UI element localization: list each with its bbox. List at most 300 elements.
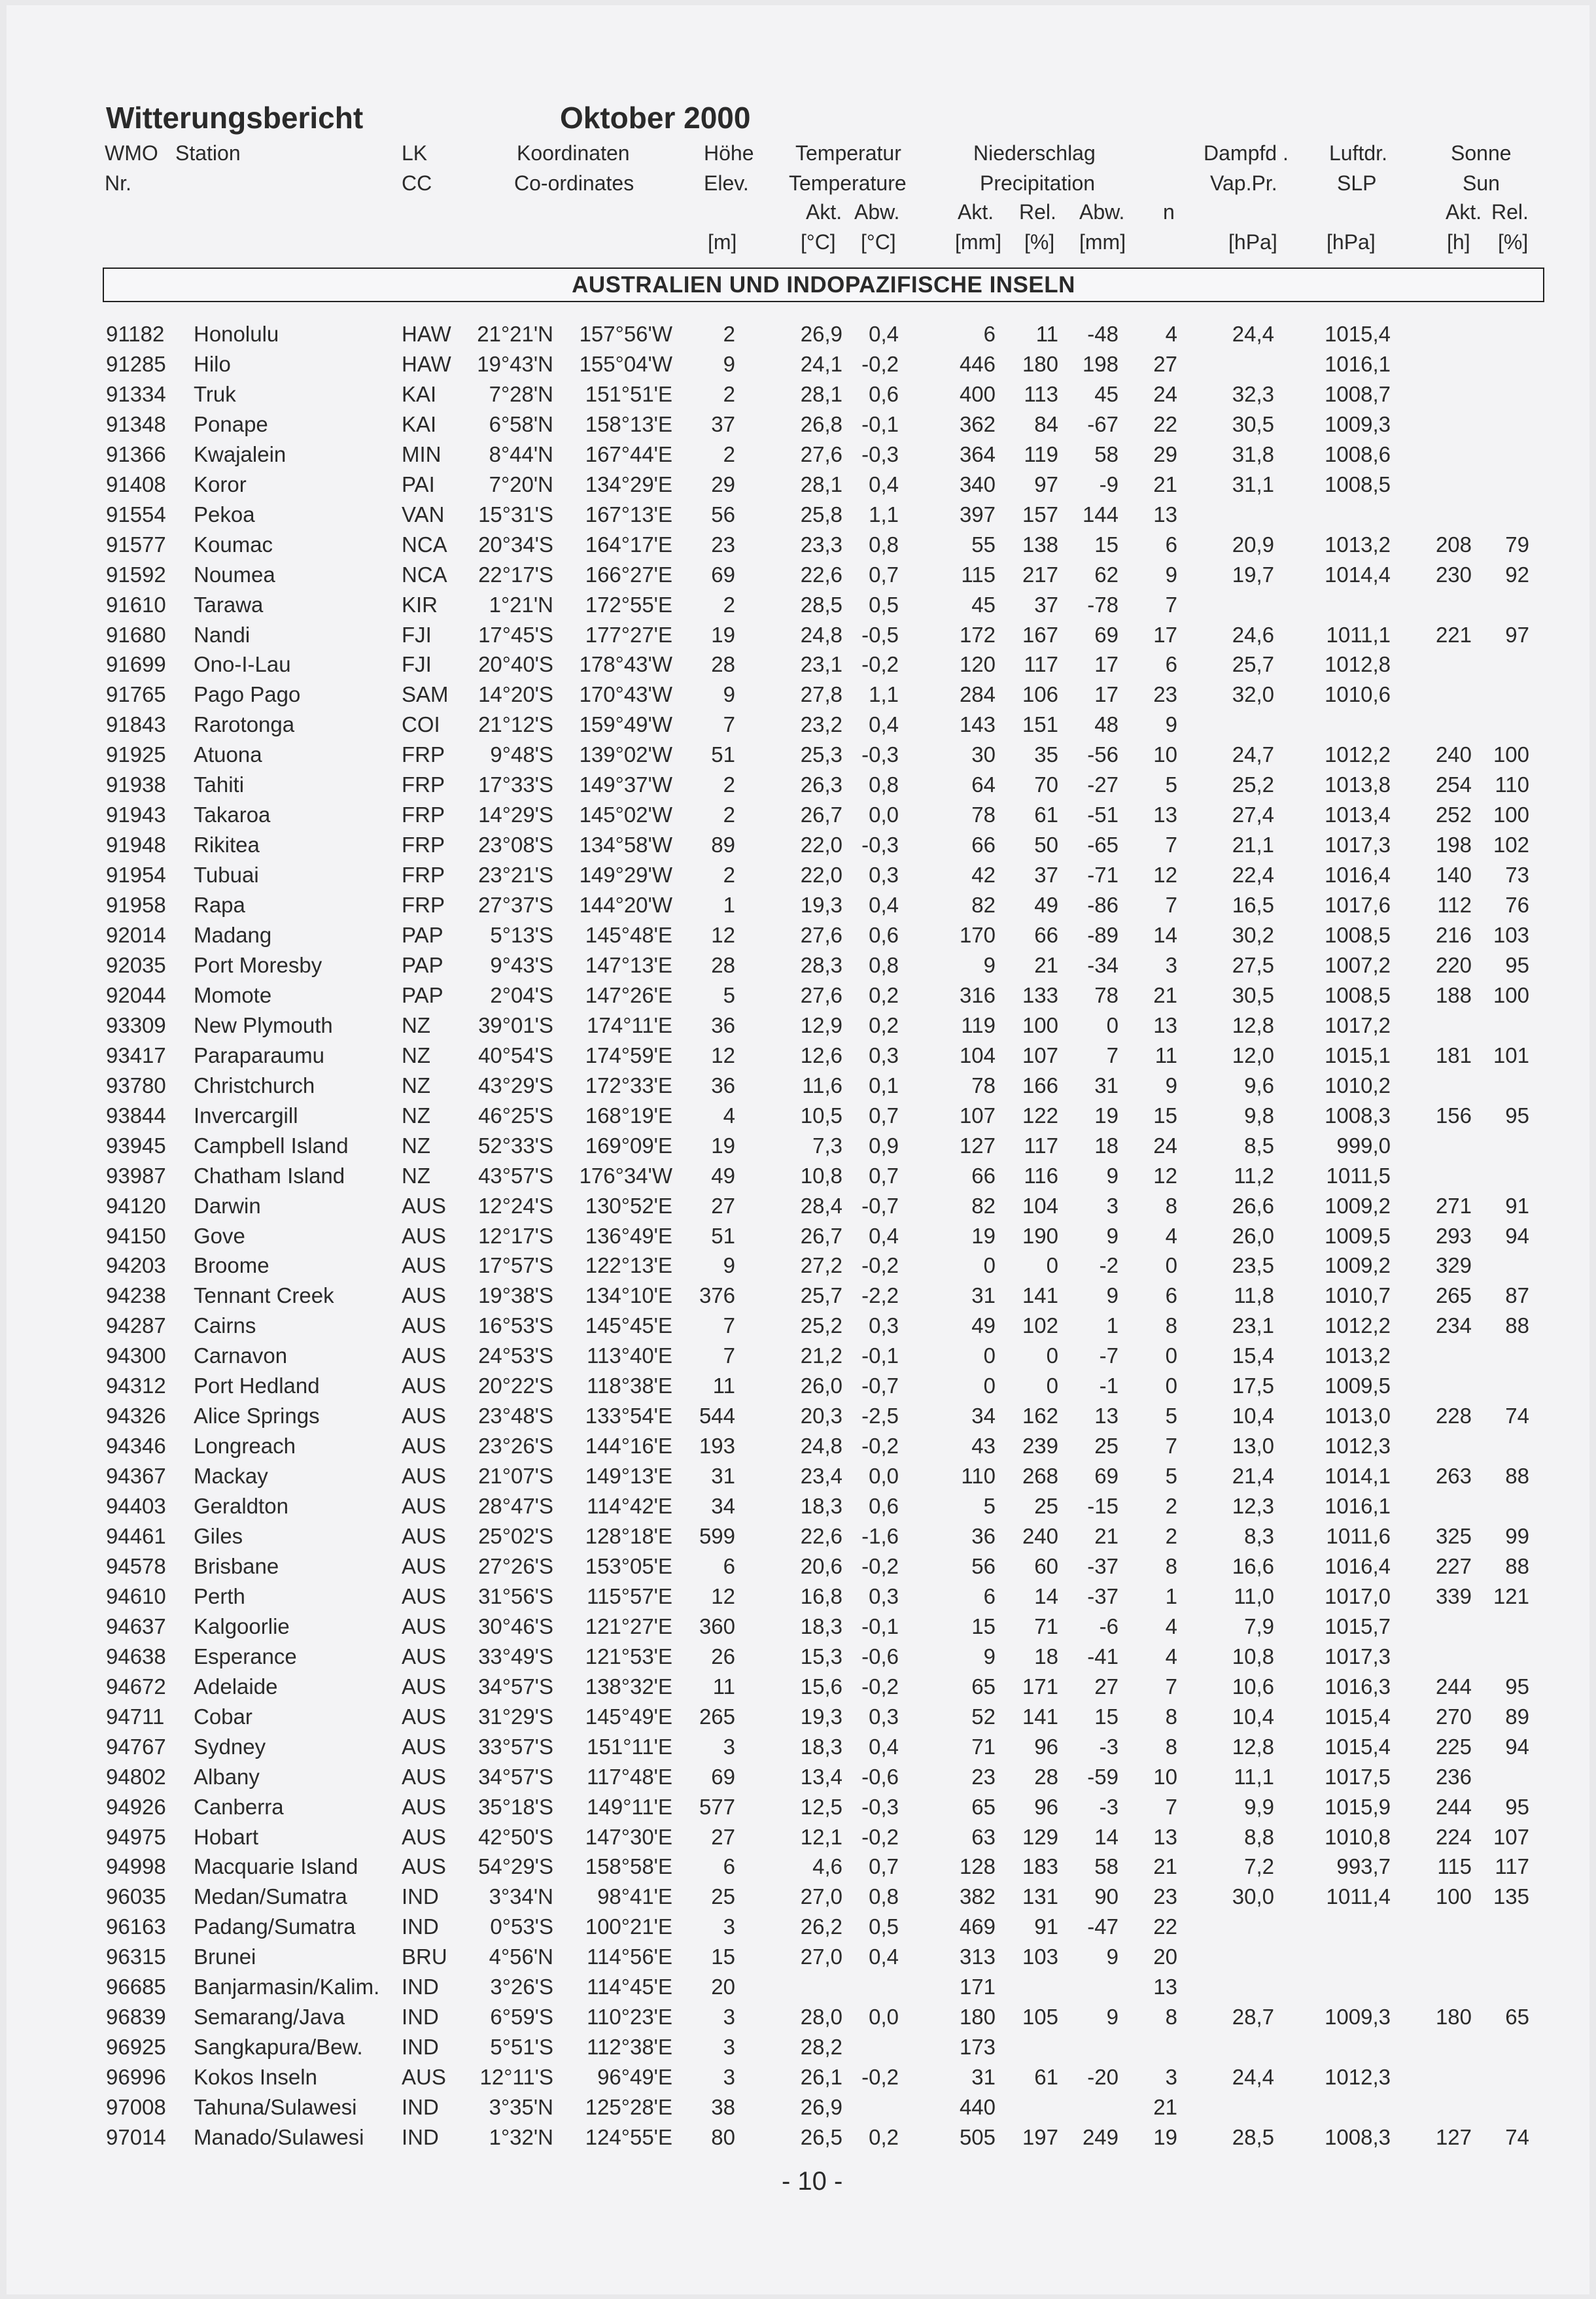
cell-precip-days: 3 <box>1165 2065 1177 2090</box>
cell-longitude: 149°13'E <box>585 1464 672 1489</box>
cell-precip-days: 19 <box>1153 2125 1177 2149</box>
unit-sun-akt: [h] <box>1447 230 1470 254</box>
cell-latitude: 54°29'S <box>478 1854 553 1879</box>
cell-sea-level-pressure: 1015,7 <box>1325 1614 1391 1638</box>
cell-vapour-pressure: 21,4 <box>1232 1464 1274 1489</box>
cell-precip-deviation: 69 <box>1094 1464 1119 1489</box>
cell-longitude: 167°44'E <box>585 441 672 466</box>
cell-latitude: 43°29'S <box>478 1073 553 1098</box>
cell-temp-actual: 25,2 <box>800 1313 842 1338</box>
cell-sun-hours: 234 <box>1435 1313 1472 1338</box>
cell-precip-deviation: -59 <box>1087 1764 1119 1789</box>
table-row <box>0 1011 1596 1041</box>
cell-station-name: Koror <box>194 472 247 496</box>
cell-temp-deviation: 0,2 <box>869 1012 899 1037</box>
cell-precip-days: 23 <box>1153 682 1177 707</box>
cell-country-code: HAW <box>402 351 451 376</box>
cell-precip-days: 4 <box>1165 322 1177 346</box>
cell-wmo-number: 94300 <box>106 1343 166 1368</box>
cell-precip-deviation: 58 <box>1094 1854 1119 1879</box>
table-row <box>0 1041 1596 1071</box>
cell-precip-deviation: 3 <box>1106 1193 1119 1218</box>
cell-elevation: 26 <box>711 1644 735 1668</box>
cell-precip-actual: 0 <box>983 1343 996 1368</box>
cell-precip-relative: 122 <box>1022 1103 1058 1128</box>
cell-precip-days: 7 <box>1165 592 1177 617</box>
cell-precip-actual: 0 <box>983 1253 996 1278</box>
cell-longitude: 100°21'E <box>585 1914 672 1939</box>
unit-elevation: [m] <box>708 230 737 254</box>
cell-precip-deviation: 144 <box>1082 502 1119 527</box>
cell-country-code: AUS <box>402 1223 446 1248</box>
cell-precip-deviation: 17 <box>1094 682 1119 707</box>
cell-precip-deviation: -6 <box>1099 1614 1119 1638</box>
cell-latitude: 31°29'S <box>478 1704 553 1729</box>
cell-elevation: 23 <box>711 532 735 557</box>
cell-temp-deviation: 0,8 <box>869 532 899 557</box>
table-row <box>0 1612 1596 1642</box>
header-temperature: Temperature <box>789 171 907 195</box>
cell-precip-actual: 397 <box>959 502 996 527</box>
cell-elevation: 5 <box>723 982 735 1007</box>
cell-precip-deviation: -89 <box>1087 923 1119 947</box>
cell-precip-deviation: 58 <box>1094 441 1119 466</box>
cell-temp-actual: 15,6 <box>800 1674 842 1699</box>
cell-latitude: 1°21'N <box>489 592 553 617</box>
cell-elevation: 2 <box>723 592 735 617</box>
cell-station-name: Ono-I-Lau <box>194 652 291 677</box>
cell-precip-relative: 197 <box>1022 2125 1058 2149</box>
cell-longitude: 113°40'E <box>587 1343 672 1368</box>
cell-station-name: Port Hedland <box>194 1374 320 1398</box>
cell-precip-relative: 105 <box>1022 2005 1058 2030</box>
cell-temp-actual: 26,2 <box>800 1914 842 1939</box>
cell-station-name: Rikitea <box>194 833 260 857</box>
table-row <box>0 379 1596 409</box>
cell-elevation: 7 <box>723 1313 735 1338</box>
cell-wmo-number: 91954 <box>106 863 166 888</box>
cell-station-name: Tubuai <box>194 863 259 888</box>
cell-elevation: 56 <box>711 502 735 527</box>
table-row <box>0 1642 1596 1672</box>
cell-temp-actual: 28,5 <box>800 592 842 617</box>
cell-temp-actual: 28,3 <box>800 952 842 977</box>
cell-precip-actual: 56 <box>971 1553 996 1578</box>
cell-latitude: 39°01'S <box>478 1012 553 1037</box>
cell-vapour-pressure: 30,5 <box>1232 982 1274 1007</box>
cell-sea-level-pressure: 1013,8 <box>1325 772 1391 797</box>
cell-elevation: 15 <box>711 1945 735 1969</box>
cell-temp-deviation: 0,3 <box>869 1313 899 1338</box>
table-row <box>0 1822 1596 1852</box>
cell-wmo-number: 97014 <box>106 2125 166 2149</box>
table-row <box>0 920 1596 950</box>
unit-prec-rel: [%] <box>1024 230 1055 254</box>
table-row <box>0 1191 1596 1221</box>
cell-latitude: 7°28'N <box>489 381 553 406</box>
cell-precip-deviation: 15 <box>1094 1704 1119 1729</box>
cell-precip-relative: 97 <box>1034 472 1058 496</box>
cell-elevation: 11 <box>712 1674 735 1699</box>
cell-longitude: 159°49'W <box>579 712 672 737</box>
cell-country-code: MIN <box>402 441 442 466</box>
cell-longitude: 147°13'E <box>585 952 672 977</box>
cell-latitude: 6°59'S <box>490 2005 553 2030</box>
cell-vapour-pressure: 24,4 <box>1232 2065 1274 2090</box>
cell-vapour-pressure: 30,5 <box>1232 411 1274 436</box>
cell-precip-relative: 131 <box>1022 1884 1058 1909</box>
cell-temp-deviation: -0,7 <box>861 1374 899 1398</box>
cell-precip-actual: 107 <box>959 1103 996 1128</box>
cell-precip-relative: 107 <box>1022 1043 1058 1067</box>
cell-latitude: 8°44'N <box>489 441 553 466</box>
cell-latitude: 17°33'S <box>478 772 553 797</box>
header-sonne: Sonne <box>1451 141 1512 165</box>
cell-latitude: 14°29'S <box>478 803 553 827</box>
cell-precip-relative: 35 <box>1034 742 1058 767</box>
cell-temp-deviation: 0,3 <box>869 863 899 888</box>
cell-precip-actual: 71 <box>971 1734 996 1759</box>
cell-precip-actual: 505 <box>959 2125 996 2149</box>
cell-longitude: 117°48'E <box>587 1764 672 1789</box>
cell-country-code: FRP <box>402 803 445 827</box>
cell-longitude: 168°19'E <box>585 1103 672 1128</box>
cell-longitude: 177°27'E <box>585 622 672 647</box>
cell-temp-deviation: 0,7 <box>869 1103 899 1128</box>
cell-latitude: 20°34'S <box>478 532 553 557</box>
cell-station-name: Kokos Inseln <box>194 2065 317 2090</box>
cell-temp-deviation: 0,3 <box>869 1704 899 1729</box>
cell-station-name: Ponape <box>194 411 268 436</box>
cell-longitude: 133°54'E <box>585 1404 672 1428</box>
cell-elevation: 12 <box>711 1043 735 1067</box>
cell-sea-level-pressure: 1008,7 <box>1325 381 1391 406</box>
cell-station-name: Brisbane <box>194 1553 279 1578</box>
cell-wmo-number: 94610 <box>106 1583 166 1608</box>
cell-precip-actual: 82 <box>971 1193 996 1218</box>
cell-country-code: HAW <box>402 322 451 346</box>
cell-wmo-number: 91408 <box>106 472 166 496</box>
cell-sea-level-pressure: 1015,1 <box>1325 1043 1391 1067</box>
cell-latitude: 3°26'S <box>490 1975 553 1999</box>
header-sun-rel: Rel. <box>1491 200 1529 224</box>
cell-precip-deviation: 15 <box>1094 532 1119 557</box>
table-row <box>0 409 1596 440</box>
cell-precip-relative: 103 <box>1022 1945 1058 1969</box>
cell-sun-hours: 240 <box>1435 742 1472 767</box>
cell-vapour-pressure: 25,2 <box>1232 772 1274 797</box>
table-row <box>0 1401 1596 1431</box>
cell-country-code: AUS <box>402 1313 446 1338</box>
cell-precip-relative: 0 <box>1046 1253 1058 1278</box>
cell-sun-relative: 88 <box>1505 1464 1529 1489</box>
cell-wmo-number: 94975 <box>106 1824 166 1849</box>
unit-prec-abw: [mm] <box>1079 230 1126 254</box>
cell-precip-deviation: 21 <box>1094 1524 1119 1548</box>
cell-wmo-number: 93844 <box>106 1103 166 1128</box>
cell-longitude: 112°38'E <box>587 2035 672 2060</box>
cell-sun-hours: 265 <box>1435 1283 1472 1308</box>
cell-country-code: FRP <box>402 833 445 857</box>
cell-precip-deviation: 62 <box>1094 562 1119 587</box>
cell-precip-days: 22 <box>1153 411 1177 436</box>
cell-precip-actual: 170 <box>959 923 996 947</box>
cell-elevation: 28 <box>711 952 735 977</box>
cell-longitude: 144°20'W <box>579 893 672 918</box>
cell-station-name: Rarotonga <box>194 712 295 737</box>
table-row <box>0 530 1596 560</box>
cell-country-code: AUS <box>402 1794 446 1819</box>
cell-latitude: 20°22'S <box>478 1374 553 1398</box>
cell-vapour-pressure: 32,0 <box>1232 682 1274 707</box>
cell-elevation: 2 <box>723 863 735 888</box>
cell-elevation: 7 <box>723 1343 735 1368</box>
cell-temp-deviation: 0,8 <box>869 772 899 797</box>
cell-wmo-number: 96163 <box>106 1914 166 1939</box>
cell-station-name: Tarawa <box>194 592 264 617</box>
cell-station-name: Pago Pago <box>194 682 301 707</box>
cell-station-name: Medan/Sumatra <box>194 1884 347 1909</box>
cell-temp-actual: 22,6 <box>800 562 842 587</box>
cell-temp-deviation: -0,1 <box>861 1343 899 1368</box>
cell-precip-actual: 65 <box>971 1794 996 1819</box>
cell-precip-relative: 11 <box>1035 322 1058 346</box>
cell-station-name: Port Moresby <box>194 952 322 977</box>
header-dampfdruck: Dampfd . <box>1204 141 1289 165</box>
cell-wmo-number: 92014 <box>106 923 166 947</box>
cell-wmo-number: 91577 <box>106 532 166 557</box>
table-row <box>0 740 1596 770</box>
cell-precip-actual: 469 <box>959 1914 996 1939</box>
cell-longitude: 121°53'E <box>585 1644 672 1668</box>
cell-precip-relative: 268 <box>1022 1464 1058 1489</box>
cell-elevation: 51 <box>711 1223 735 1248</box>
cell-sun-hours: 225 <box>1435 1734 1472 1759</box>
unit-temp-abw: [°C] <box>861 230 896 254</box>
cell-temp-deviation: -2,2 <box>861 1283 899 1308</box>
cell-temp-actual: 10,5 <box>800 1103 842 1128</box>
cell-precip-days: 13 <box>1153 502 1177 527</box>
cell-temp-actual: 27,6 <box>800 982 842 1007</box>
cell-temp-actual: 27,6 <box>800 441 842 466</box>
header-lk: LK <box>402 141 428 165</box>
cell-precip-deviation: 69 <box>1094 622 1119 647</box>
cell-country-code: NZ <box>402 1163 430 1188</box>
table-row <box>0 1491 1596 1521</box>
cell-country-code: NZ <box>402 1043 430 1067</box>
cell-precip-days: 21 <box>1153 1854 1177 1879</box>
cell-longitude: 124°55'E <box>585 2125 672 2149</box>
cell-sea-level-pressure: 1009,5 <box>1325 1374 1391 1398</box>
cell-latitude: 19°38'S <box>478 1283 553 1308</box>
cell-sea-level-pressure: 1012,3 <box>1325 2065 1391 2090</box>
cell-elevation: 9 <box>723 351 735 376</box>
cell-temp-deviation: 0,6 <box>869 923 899 947</box>
header-nr: Nr. <box>105 171 131 195</box>
cell-sea-level-pressure: 1011,4 <box>1326 1884 1391 1909</box>
cell-precip-actual: 45 <box>971 592 996 617</box>
cell-elevation: 89 <box>711 833 735 857</box>
cell-country-code: IND <box>402 2005 439 2030</box>
cell-longitude: 149°11'E <box>587 1794 672 1819</box>
cell-precip-deviation: 25 <box>1094 1434 1119 1459</box>
cell-wmo-number: 93945 <box>106 1133 166 1158</box>
table-row <box>0 1852 1596 1882</box>
cell-elevation: 29 <box>711 472 735 496</box>
cell-precip-relative: 117 <box>1024 652 1058 677</box>
cell-sun-relative: 76 <box>1505 893 1529 918</box>
cell-sea-level-pressure: 1008,5 <box>1325 982 1391 1007</box>
cell-wmo-number: 91958 <box>106 893 166 918</box>
cell-sun-hours: 230 <box>1435 562 1472 587</box>
cell-precip-actual: 127 <box>959 1133 996 1158</box>
cell-country-code: FRP <box>402 742 445 767</box>
cell-precip-deviation: -7 <box>1099 1343 1119 1368</box>
cell-precip-actual: 55 <box>971 532 996 557</box>
cell-temp-deviation: 0,0 <box>869 2005 899 2030</box>
cell-longitude: 118°38'E <box>587 1374 672 1398</box>
cell-precip-actual: 313 <box>959 1945 996 1969</box>
cell-temp-actual: 25,8 <box>800 502 842 527</box>
cell-precip-deviation: 14 <box>1094 1824 1119 1849</box>
cell-precip-relative: 141 <box>1022 1283 1058 1308</box>
cell-precip-days: 14 <box>1153 923 1177 947</box>
cell-wmo-number: 91765 <box>106 682 166 707</box>
cell-latitude: 33°49'S <box>478 1644 553 1668</box>
cell-country-code: FRP <box>402 772 445 797</box>
cell-longitude: 144°16'E <box>585 1434 672 1459</box>
cell-sun-hours: 227 <box>1435 1553 1472 1578</box>
cell-precip-deviation: -1 <box>1099 1374 1119 1398</box>
cell-sun-hours: 252 <box>1435 803 1472 827</box>
cell-country-code: IND <box>402 1884 439 1909</box>
cell-precip-actual: 382 <box>959 1884 996 1909</box>
header-temp-akt: Akt. <box>806 200 842 224</box>
cell-country-code: IND <box>402 1914 439 1939</box>
cell-temp-deviation: -0,2 <box>861 1253 899 1278</box>
unit-slp: [hPa] <box>1327 230 1376 254</box>
cell-latitude: 19°43'N <box>477 351 553 376</box>
cell-wmo-number: 92044 <box>106 982 166 1007</box>
cell-precip-actual: 364 <box>959 441 996 466</box>
cell-elevation: 36 <box>711 1012 735 1037</box>
cell-precip-deviation: -48 <box>1087 322 1119 346</box>
cell-temp-actual: 12,1 <box>800 1824 842 1849</box>
cell-temp-deviation: 0,9 <box>869 1133 899 1158</box>
table-row <box>0 1792 1596 1822</box>
cell-precip-actual: 143 <box>959 712 996 737</box>
table-row <box>0 2092 1596 2122</box>
cell-elevation: 360 <box>699 1614 735 1638</box>
cell-sea-level-pressure: 1016,4 <box>1325 1553 1391 1578</box>
cell-precip-days: 7 <box>1165 893 1177 918</box>
cell-station-name: Gove <box>194 1223 245 1248</box>
cell-temp-deviation: -0,2 <box>861 1553 899 1578</box>
cell-longitude: 158°58'E <box>585 1854 672 1879</box>
cell-precip-deviation: -47 <box>1087 1914 1119 1939</box>
cell-precip-days: 24 <box>1153 1133 1177 1158</box>
cell-precip-days: 8 <box>1165 1313 1177 1338</box>
cell-sea-level-pressure: 1013,4 <box>1325 803 1391 827</box>
cell-wmo-number: 94802 <box>106 1764 166 1789</box>
cell-sun-hours: 244 <box>1435 1674 1472 1699</box>
cell-latitude: 12°11'S <box>479 2065 553 2090</box>
cell-station-name: Perth <box>194 1583 245 1608</box>
cell-wmo-number: 91182 <box>106 322 165 346</box>
cell-wmo-number: 96839 <box>106 2005 166 2030</box>
cell-temp-actual: 27,6 <box>800 923 842 947</box>
cell-temp-actual: 28,0 <box>800 2005 842 2030</box>
cell-temp-actual: 19,3 <box>800 1704 842 1729</box>
cell-temp-actual: 26,8 <box>800 411 842 436</box>
cell-country-code: AUS <box>402 1553 446 1578</box>
cell-longitude: 158°13'E <box>585 411 672 436</box>
cell-sun-relative: 74 <box>1505 2125 1529 2149</box>
cell-longitude: 169°09'E <box>585 1133 672 1158</box>
cell-latitude: 7°20'N <box>489 472 553 496</box>
cell-station-name: Hobart <box>194 1824 259 1849</box>
cell-latitude: 35°18'S <box>478 1794 553 1819</box>
cell-precip-relative: 60 <box>1034 1553 1058 1578</box>
cell-precip-actual: 9 <box>983 952 996 977</box>
cell-precip-deviation: 31 <box>1094 1073 1119 1098</box>
cell-latitude: 34°57'S <box>478 1764 553 1789</box>
cell-country-code: AUS <box>402 1283 446 1308</box>
cell-wmo-number: 93417 <box>106 1043 166 1067</box>
table-row <box>0 1461 1596 1491</box>
cell-country-code: KAI <box>402 381 437 406</box>
cell-precip-actual: 284 <box>959 682 996 707</box>
cell-precip-days: 8 <box>1165 1734 1177 1759</box>
cell-vapour-pressure: 11,8 <box>1234 1283 1274 1308</box>
table-row <box>0 2122 1596 2152</box>
cell-latitude: 28°47'S <box>478 1494 553 1519</box>
cell-vapour-pressure: 8,3 <box>1244 1524 1274 1548</box>
cell-precip-actual: 104 <box>959 1043 996 1067</box>
cell-elevation: 376 <box>699 1283 735 1308</box>
cell-wmo-number: 96925 <box>106 2035 166 2060</box>
cell-sea-level-pressure: 1017,6 <box>1325 893 1391 918</box>
table-row <box>0 980 1596 1011</box>
cell-vapour-pressure: 7,2 <box>1244 1854 1274 1879</box>
cell-precip-days: 21 <box>1153 472 1177 496</box>
cell-temp-deviation: -0,2 <box>861 1434 899 1459</box>
cell-sun-hours: 329 <box>1435 1253 1472 1278</box>
cell-vapour-pressure: 27,5 <box>1232 952 1274 977</box>
cell-latitude: 23°48'S <box>478 1404 553 1428</box>
cell-sun-relative: 121 <box>1493 1583 1529 1608</box>
cell-wmo-number: 94998 <box>106 1854 166 1879</box>
cell-longitude: 145°48'E <box>585 923 672 947</box>
cell-precip-actual: 119 <box>961 1012 996 1037</box>
cell-latitude: 2°04'S <box>490 982 553 1007</box>
cell-sea-level-pressure: 1011,1 <box>1326 622 1391 647</box>
cell-country-code: FJI <box>402 622 432 647</box>
cell-sun-relative: 107 <box>1493 1824 1529 1849</box>
cell-precip-relative: 166 <box>1022 1073 1058 1098</box>
table-row <box>0 890 1596 920</box>
unit-temp-akt: [°C] <box>801 230 836 254</box>
cell-wmo-number: 94637 <box>106 1614 166 1638</box>
table-row <box>0 800 1596 830</box>
cell-wmo-number: 94367 <box>106 1464 166 1489</box>
cell-wmo-number: 91554 <box>106 502 166 527</box>
cell-sun-hours: 263 <box>1435 1464 1472 1489</box>
table-row <box>0 319 1596 349</box>
cell-temp-actual: 13,4 <box>800 1764 842 1789</box>
cell-precip-days: 0 <box>1165 1343 1177 1368</box>
cell-elevation: 9 <box>723 682 735 707</box>
